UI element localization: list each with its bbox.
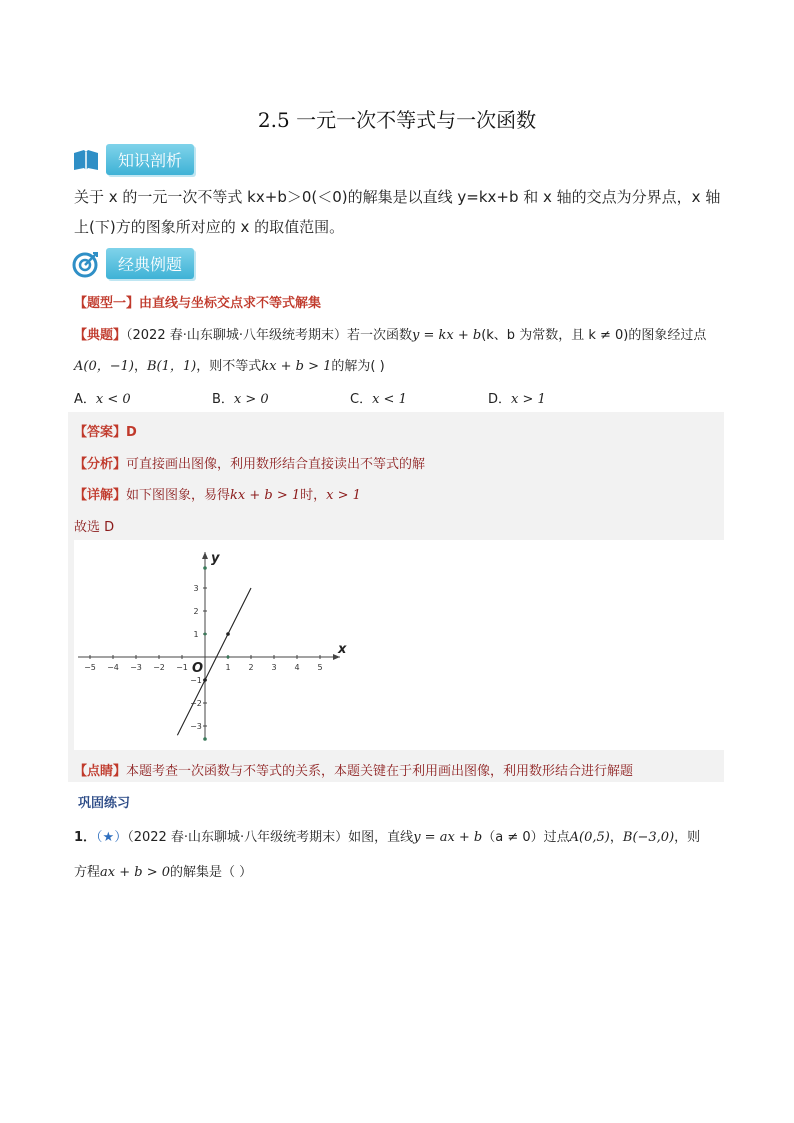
option-c-letter: C．	[350, 392, 373, 407]
x-tick-label: 2	[248, 663, 254, 672]
target-icon	[72, 250, 100, 278]
practice-line2-pre: 方程	[74, 865, 101, 880]
example-point-b: B(1，1)	[146, 359, 197, 374]
function-graph	[74, 540, 364, 750]
y-axis-top-dot	[203, 566, 207, 570]
example-tag: 【典题】	[74, 328, 127, 343]
x-tick-label: 1	[225, 663, 231, 672]
practice-condition: （a ≠ 0）过点	[482, 830, 570, 845]
function-line	[177, 588, 254, 735]
example-question-line2: A(0，−1)，B(1，1)，则不等式kx + b > 1的解为( )	[74, 359, 385, 374]
comment-line	[74, 760, 633, 779]
book-icon	[72, 147, 100, 173]
x-tick-label: 5	[317, 663, 323, 672]
knowledge-paragraph	[74, 182, 734, 242]
y-tick-label: 3	[193, 584, 199, 593]
knowledge-line-1: 关于 x 的一元一次不等式 kx+b＞0(＜0)的解集是以直线 y=kx+b 和 x 轴的交点为分界点，x 轴	[74, 188, 721, 206]
practice-number: 1．	[74, 830, 97, 845]
practice-question-line1: 1．（★）（2022 春·山东聊城·八年级统考期末）如图，直线y = ax + b（a ≠ 0）过点A(0,5)，B(−3,0)，则	[74, 830, 701, 845]
option-c-expr: x < 1	[372, 392, 407, 407]
x-tick-label: 4	[294, 663, 300, 672]
example-point-a: A(0，−1)	[74, 359, 134, 374]
detail-inequality: kx + b > 1	[230, 488, 301, 503]
example-function: y = kx + b	[412, 328, 482, 343]
practice-point-b: B(−3,0)	[622, 830, 675, 845]
option-d[interactable]	[488, 388, 546, 407]
example-ask-post: 的解为( )	[331, 359, 385, 374]
y-axis-bottom-dot	[203, 737, 207, 741]
example-inequality: kx + b > 1	[261, 359, 332, 374]
option-a-expr: x < 0	[95, 392, 131, 407]
option-a[interactable]	[74, 388, 131, 407]
detail-mid: 时，	[300, 488, 327, 503]
y-tick-label: −3	[190, 722, 202, 731]
x-tick-label: 3	[271, 663, 277, 672]
example-ask-pre: ，则不等式	[196, 359, 262, 374]
answer-value: D	[126, 425, 137, 440]
page-title: 2.5 一元一次不等式与一次函数	[257, 108, 537, 132]
x-axis-label: x	[338, 642, 347, 657]
detail-line	[74, 484, 361, 503]
section-examples-header	[72, 248, 194, 279]
practice-function: y = ax + b	[413, 830, 483, 845]
answer-tag: 【答案】	[74, 425, 127, 440]
example-question	[74, 325, 734, 347]
analysis-text: 可直接画出图像，利用数形结合直接读出不等式的解	[126, 457, 426, 472]
analysis-tag: 【分析】	[74, 457, 127, 472]
y-tick-label: 1	[193, 630, 199, 639]
option-b-expr: x > 0	[233, 392, 269, 407]
practice-line2-post: 的解集是（ ）	[170, 865, 253, 880]
practice-inequality: ax + b > 0	[100, 865, 171, 880]
x-one-dot	[227, 656, 230, 659]
detail-result: x > 1	[326, 488, 361, 503]
graph-area	[74, 540, 724, 750]
option-b-letter: B．	[212, 392, 234, 407]
analysis-line	[74, 453, 425, 472]
x-tick-label: −1	[176, 663, 188, 672]
graph-point	[226, 632, 230, 636]
y-tick-label: −1	[190, 676, 202, 685]
practice-tail: ，则	[674, 830, 701, 845]
option-c[interactable]	[350, 388, 407, 407]
x-tick-label: −3	[130, 663, 142, 672]
y-axis-arrow	[202, 552, 208, 559]
comment-tag: 【点睛】	[74, 764, 127, 779]
y-tick-label: −2	[190, 699, 202, 708]
type-heading: 【题型一】由直线与坐标交点求不等式解集	[74, 296, 322, 311]
graph-point	[203, 678, 207, 682]
practice-question-line2	[74, 862, 252, 884]
practice-point-a: A(0,5)	[569, 830, 610, 845]
y-one-dot	[204, 633, 207, 636]
answer-line	[74, 421, 137, 440]
example-condition: (k、b 为常数，且 k ≠ 0)的图象经过点	[481, 328, 707, 343]
comment-text: 本题考查一次函数与不等式的关系，本题关键在于利用画出图像，利用数形结合进行解题	[126, 764, 634, 779]
choose-line: 故选 D	[74, 520, 115, 535]
detail-tag: 【详解】	[74, 488, 127, 503]
section-examples-label: 经典例题	[106, 248, 194, 279]
knowledge-line-2: 上(下)方的图象所对应的 x 的取值范围。	[74, 218, 345, 236]
option-a-letter: A．	[74, 392, 96, 407]
origin-label: O	[192, 661, 204, 676]
section-knowledge-header	[72, 144, 194, 175]
y-axis-label: y	[211, 551, 220, 566]
example-source: （2022 春·山东聊城·八年级统考期末）若一次函数	[126, 328, 412, 343]
practice-star: （★）	[96, 830, 128, 845]
x-tick-label: −2	[153, 663, 165, 672]
practice-source: （2022 春·山东聊城·八年级统考期末）如图，直线	[127, 830, 414, 845]
x-tick-label: −4	[107, 663, 119, 672]
section-knowledge-label: 知识剖析	[106, 144, 194, 175]
y-tick-label: 2	[193, 607, 199, 616]
option-b[interactable]	[212, 388, 269, 407]
option-d-letter: D．	[488, 392, 512, 407]
practice-header: 巩固练习	[78, 796, 131, 811]
option-d-expr: x > 1	[511, 392, 546, 407]
detail-pre: 如下图图象，易得	[126, 488, 231, 503]
x-tick-label: −5	[84, 663, 96, 672]
